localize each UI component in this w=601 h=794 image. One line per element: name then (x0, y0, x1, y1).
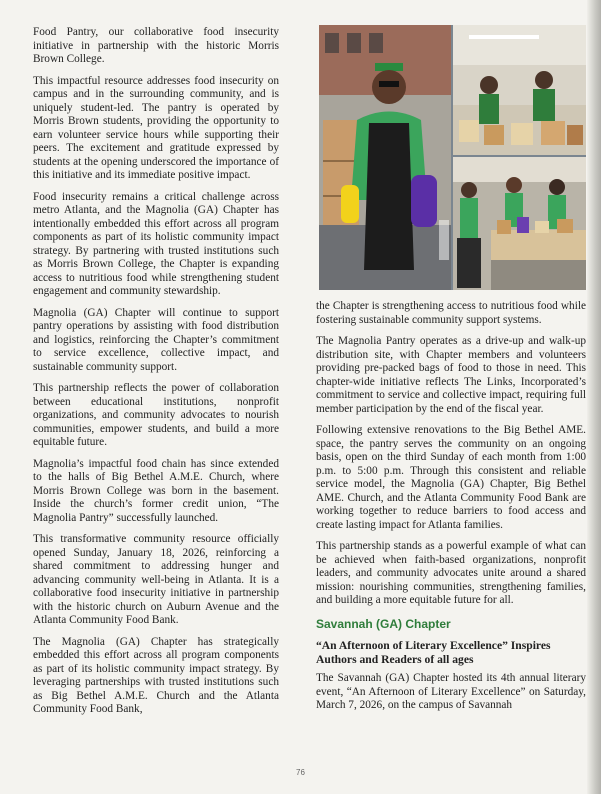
right-column (316, 300, 586, 721)
left-column (33, 26, 279, 725)
paragraph: Food Pantry, our collaborative food insecurity initiative in partnership with the historic Morris Brown College. (33, 26, 279, 65)
paragraph: the Chapter is strengthening access to nutritious food while fostering sustainable community support systems. (316, 300, 586, 326)
article-headline: “An Afternoon of Literary Excellence” Inspires Authors and Readers of all ages (316, 639, 551, 666)
photo-collage-illustration (319, 25, 586, 290)
paragraph: The Magnolia (GA) Chapter has strategically embedded this effort across all program components as part of its holistic community impact strategy. By leveraging partnerships with trusted institutions such as Big Bethel A.M.E. Church and the Atlanta Community Food Bank, (33, 635, 279, 715)
black-apron (364, 123, 414, 270)
page-number: 76 (296, 768, 305, 777)
section-title: Savannah (GA) Chapter (316, 616, 451, 631)
paragraph: The Savannah (GA) Chapter hosted its 4th annual literary event, “An Afternoon of Literary Excellence” on Saturday, March 7, 2026, on the campus of Savannah (316, 672, 586, 711)
paragraph: Magnolia (GA) Chapter will continue to support pantry operations by assisting with food distribution and logistics, reinforcing the Chapter’s commitment to service excellence, collective impact, and sustainable community support. (33, 306, 279, 373)
paragraph: Magnolia’s impactful food chain has since extended to the halls of Big Bethel A.M.E. Church, where Morris Brown College was born in the basement. Inside the church’s former credit union, “The Magnolia Pantry” successfully launched. (33, 457, 279, 524)
paragraph: Following extensive renovations to the Big Bethel AME. space, the pantry serves the community on an ongoing basis, open on the third Sunday of each month from 1:00 p.m. to 5:00 p.m. Through this consistent and reliable service model, the Magnolia (GA) Chapter, Big Bethel AME. Church, and the Atlanta Community Food Bank are working together to reduce barriers to food access and create lasting impact for Atlanta families. (316, 424, 586, 531)
paragraph: Food insecurity remains a critical challenge across metro Atlanta, and the Magnolia (GA) Chapter has intentionally embedded this effort across all program components as part of its holistic community impact strategy. By partnering with trusted institutions such as Morris Brown College, the Chapter is expanding access to nutritious food while strengthening student engagement and community stewardship. (33, 190, 279, 297)
sunglasses (379, 81, 399, 87)
paragraph: This partnership stands as a powerful example of what can be achieved when faith-based organizations, nonprofit leaders, and community advocates unite around a shared mission: nourishing communities, strengthening families, and building a more equitable future for all. (316, 540, 586, 606)
yellow-bag (341, 185, 359, 223)
paragraph: The Magnolia Pantry operates as a drive-up and walk-up distribution site, with Chapter members and volunteers providing pre-packed bags of food to those in need. This chapter-wide initiative reflects The Links, Incorporated’s commitment to service and collective impact, requiring full member participation by the end of the fiscal year. (316, 335, 586, 415)
paragraph: This partnership reflects the power of collaboration between educational institutions, nonprofit organizations, and community advocates to nourish communities, empower students, and build a more equitable future. (33, 382, 279, 448)
page-edge-shadow (587, 0, 601, 794)
paragraph: This transformative community resource officially opened Sunday, January 18, 2026, reinforcing a shared commitment to addressing hunger and advancing community well-being in Atlanta. It is a collaborative food insecurity initiative in partnership with the historic church on Auburn Avenue and the Atlanta Community Food Bank. (33, 533, 279, 626)
paragraph: This impactful resource addresses food insecurity on campus and in the surrounding community, and is uniquely student-led. The pantry is operated by Morris Brown students, providing the opportunity to earn volunteer service hours while supporting their peers. The excitement and gratitude expressed by students at the opening underscored the importance of this initiative and its immediate positive impact. (33, 74, 279, 181)
food-table (491, 230, 586, 260)
green-headband (375, 63, 403, 71)
pantry-photo-collage (319, 25, 586, 290)
purple-bag (411, 175, 437, 227)
